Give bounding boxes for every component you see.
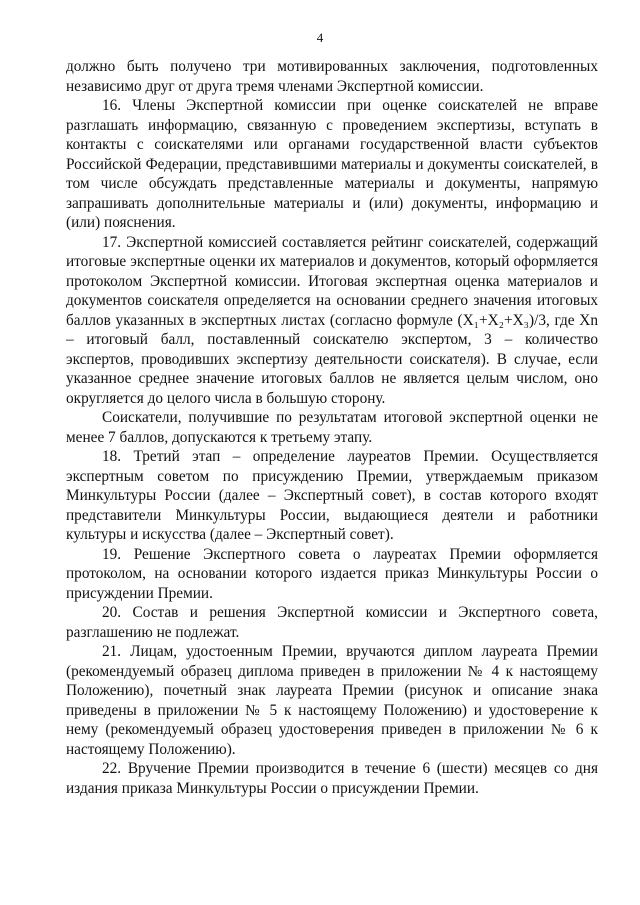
- paragraph-17: 17. Экспертной комиссией составляется рейтинг соискателей, содержащий итоговые экспертные оценки их материалов и документов, который оформляется протоколом Экспертной комиссии. Итоговая экспертная оценка материалов и документов соискателя определяется на основании среднего значения итоговых баллов указанных в экспертных листах (согласно формуле (X₁+X₂+X₃)/3, где Xn – итоговый балл, поставленный соискателю экспертом, 3 – количество экспертов, проводивших экспертизу деятельности соискателя). В случае, если указанное среднее значение итоговых баллов не является целым числом, оно округляется до целого числа в большую сторону.: [66, 233, 598, 407]
- paragraph-16: 16. Члены Экспертной комиссии при оценке соискателей не вправе разглашать информацию, связанную с проведением экспертизы, вступать в контакты с соискателями или органами государственной власти субъектов Российской Федерации, представившими материалы и документы соискателей, в том числе обсуждать представленные материалы и документы, напрямую запрашивать дополнительные материалы и (или) документы, информацию и (или) пояснения.: [66, 97, 598, 231]
- paragraph-20: 20. Состав и решения Экспертной комиссии и Экспертного совета, разглашению не подлежат.: [66, 604, 598, 641]
- document-body: [66, 57, 598, 798]
- paragraph-applicants: Соискатели, получившие по результатам итоговой экспертной оценки не менее 7 баллов, допускаются к третьему этапу.: [66, 409, 598, 446]
- paragraph-22: 22. Вручение Премии производится в течение 6 (шести) месяцев со дня издания приказа Минкультуры России о присуждении Премии.: [66, 760, 598, 797]
- paragraph-continuation: должно быть получено три мотивированных заключения, подготовленных независимо друг от друга тремя членами Экспертной комиссии.: [66, 58, 598, 95]
- paragraph-18: 18. Третий этап – определение лауреатов Премии. Осуществляется экспертным советом по присуждению Премии, утверждаемым приказом Минкультуры России (далее – Экспертный совет), в состав которого входят представители Минкультуры России, выдающиеся деятели и работники культуры и искусства (далее – Экспертный совет).: [66, 448, 598, 543]
- paragraph-19: 19. Решение Экспертного совета о лауреатах Премии оформляется протоколом, на основании которого издается приказ Минкультуры России о присуждении Премии.: [66, 545, 598, 602]
- paragraph-21: 21. Лицам, удостоенным Премии, вручаются диплом лауреата Премии (рекомендуемый образец диплома приведен в приложении № 4 к настоящему Положению), почетный знак лауреата Премии (рисунок и описание знака приведены в приложении № 5 к настоящему Положению) и удостоверение к нему (рекомендуемый образец удостоверения приведен в приложении № 6 к настоящему Положению).: [66, 643, 598, 758]
- page-number: 4: [316, 30, 324, 45]
